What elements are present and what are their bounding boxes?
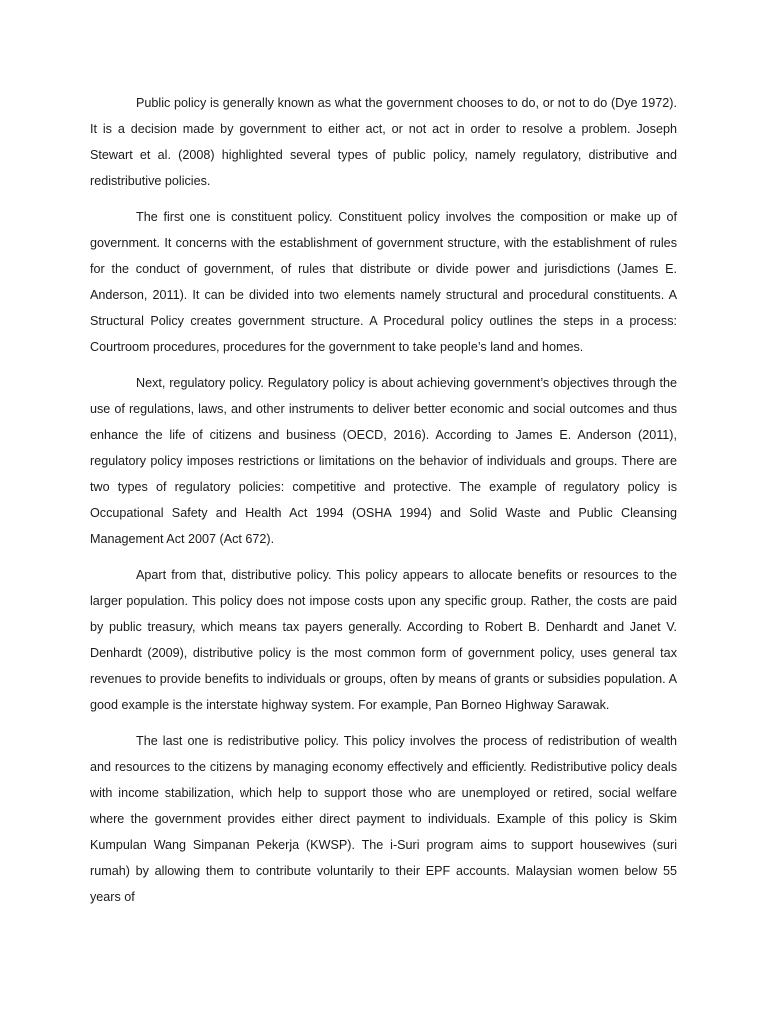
paragraph-public-policy-definition: Public policy is generally known as what the government chooses to do, or not to do (Dye 1972). It is a decision made by government to either act, or not act in order to resolve a problem. Joseph Stewart et al. (2008) highlighted several types of public policy, namely regulatory, distributive and redistributive policies.	[90, 96, 677, 188]
paragraph-distributive-policy: Apart from that, distributive policy. This policy appears to allocate benefits or resources to the larger population. This policy does not impose costs upon any specific group. Rather, the costs are paid by public treasury, which means tax payers generally. According to Robert B. Denhardt and Janet V. Denhardt (2009), distributive policy is the most common form of government policy, uses general tax revenues to provide benefits to individuals or groups, often by means of grants or subsidies population. A good example is the interstate highway system. For example, Pan Borneo Highway Sarawak.	[90, 568, 677, 712]
paragraph-regulatory-policy: Next, regulatory policy. Regulatory policy is about achieving government’s objectives through the use of regulations, laws, and other instruments to deliver better economic and social outcomes and thus enhance the life of citizens and business (OECD, 2016). According to James E. Anderson (2011), regulatory policy imposes restrictions or limitations on the behavior of individuals and groups. There are two types of regulatory policies: competitive and protective. The example of regulatory policy is Occupational Safety and Health Act 1994 (OSHA 1994) and Solid Waste and Public Cleansing Management Act 2007 (Act 672).	[90, 376, 677, 546]
paragraph-constituent-policy: The first one is constituent policy. Constituent policy involves the composition or make up of government. It concerns with the establishment of government structure, with the establishment of rules for the conduct of government, of rules that distribute or divide power and jurisdictions (James E. Anderson, 2011). It can be divided into two elements namely structural and procedural constituents. A Structural Policy creates government structure. A Procedural policy outlines the steps in a process: Courtroom procedures, procedures for the government to take people’s land and homes.	[90, 210, 677, 354]
document-page	[90, 90, 677, 920]
paragraph-redistributive-policy: The last one is redistributive policy. This policy involves the process of redistribution of wealth and resources to the citizens by managing economy effectively and efficiently. Redistributive policy deals with income stabilization, which help to support those who are unemployed or retired, social welfare where the government provides either direct payment to individuals. Example of this policy is Skim Kumpulan Wang Simpanan Pekerja (KWSP). The i-Suri program aims to support housewives (suri rumah) by allowing them to contribute voluntarily to their EPF accounts. Malaysian women below 55 years of	[90, 734, 677, 904]
